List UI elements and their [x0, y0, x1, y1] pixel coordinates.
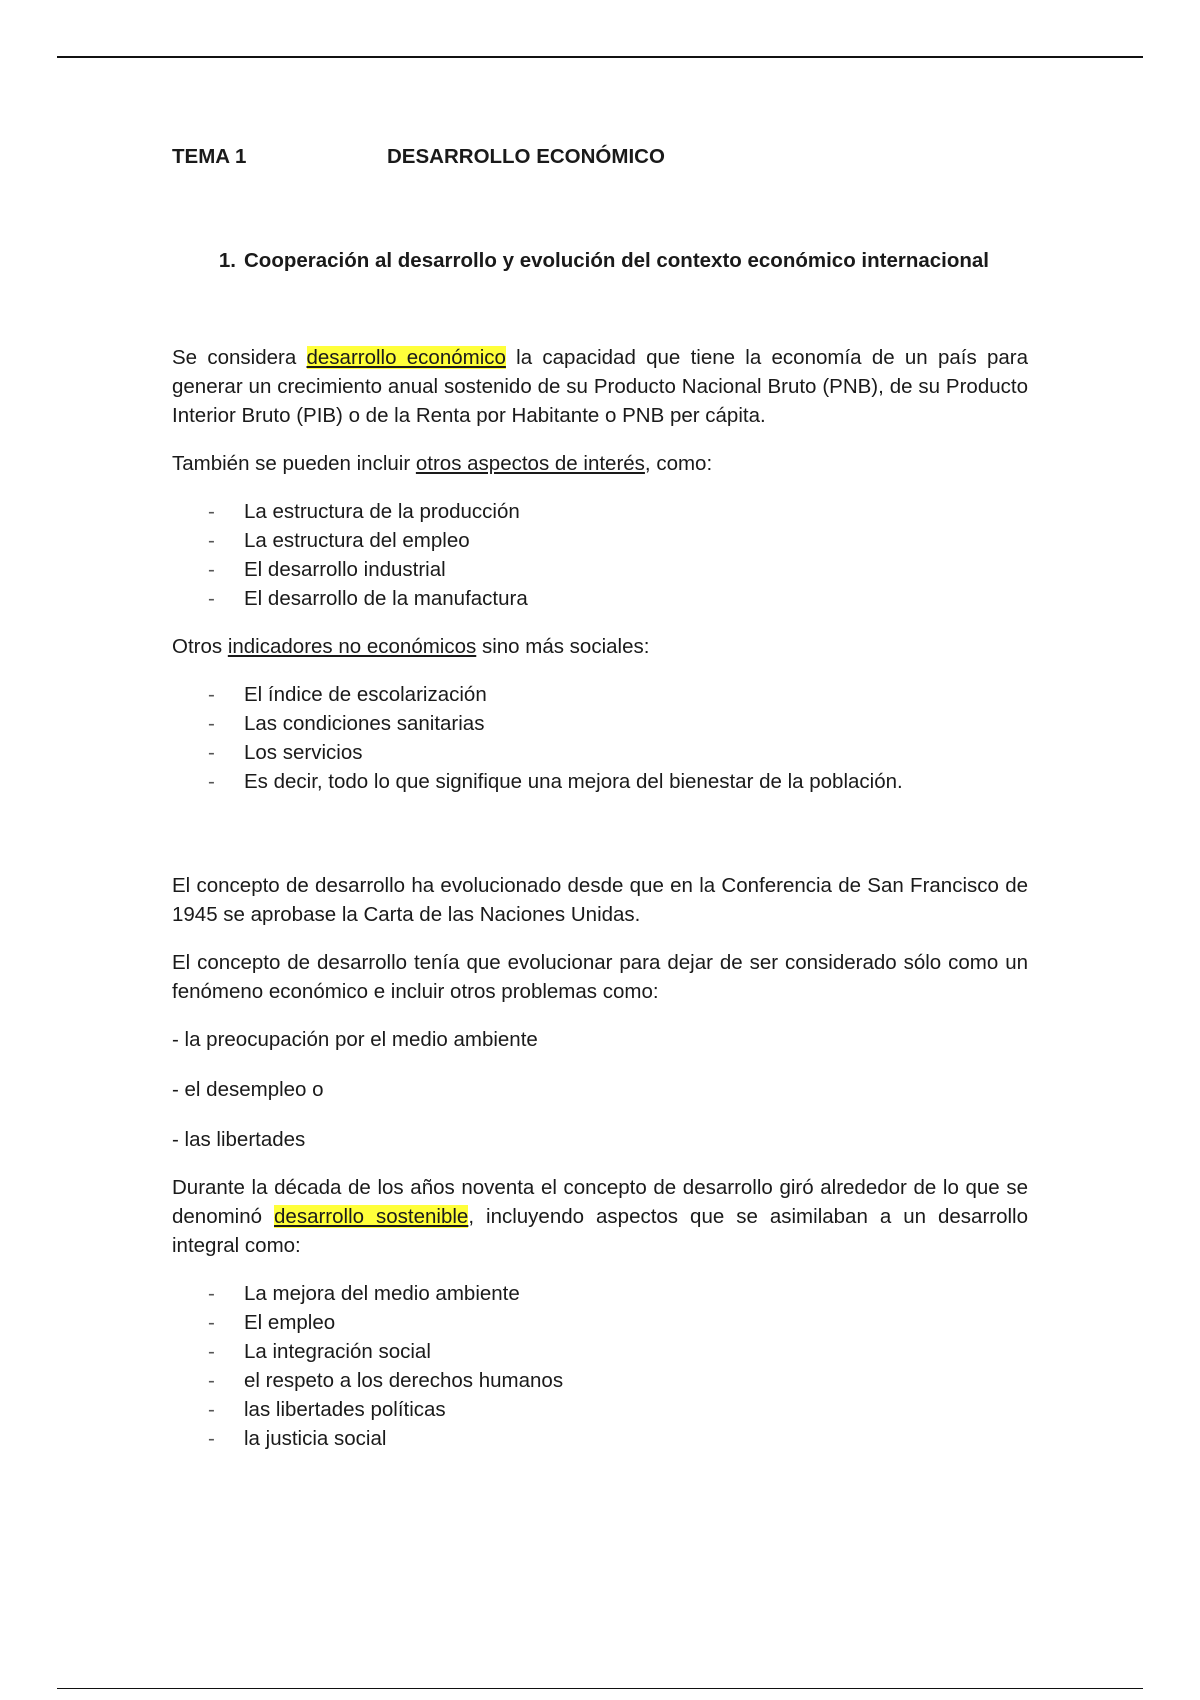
bullet-dash: -: [208, 1369, 215, 1392]
text-span: sino más sociales:: [476, 635, 650, 658]
integral-development-list: [172, 1279, 1028, 1453]
bullet-dash: -: [208, 683, 215, 706]
bullet-dash: -: [208, 1282, 215, 1305]
highlighted-term: desarrollo económico: [306, 346, 506, 369]
text-span: , como:: [644, 452, 713, 475]
paragraph-un-charter: El concepto de desarrollo ha evolucionado desde que en la Conferencia de San Francisco de 1945 se aprobase la Carta de las Naciones Unidas.: [172, 874, 1028, 926]
underlined-term: indicadores no económicos: [227, 635, 477, 658]
text-span: Durante la década de los años noventa el concepto de desarrollo giró alrededor de lo que se denominó: [172, 1176, 1028, 1228]
list-item-text: la justicia social: [244, 1427, 387, 1450]
list-item: [172, 709, 1028, 738]
bullet-dash: -: [208, 1427, 215, 1450]
list-item-text: El desarrollo de la manufactura: [244, 587, 528, 610]
list-item-text: Es decir, todo lo que signifique una mejora del bienestar de la población.: [244, 770, 903, 793]
list-item: [172, 526, 1028, 555]
list-item-text: La mejora del medio ambiente: [244, 1282, 520, 1305]
document-heading: [172, 142, 1028, 171]
list-item-text: el respeto a los derechos humanos: [244, 1369, 564, 1392]
list-item: [172, 497, 1028, 526]
paragraph-definition: [172, 343, 1028, 430]
list-item-text: La estructura de la producción: [244, 500, 520, 523]
list-item-text: El índice de escolarización: [244, 683, 487, 706]
bullet-dash: -: [208, 558, 215, 581]
list-item-text: Las condiciones sanitarias: [244, 712, 485, 735]
document-body: [172, 142, 1028, 1453]
text-span: Otros: [172, 635, 228, 658]
list-item-text: El desarrollo industrial: [244, 558, 446, 581]
list-item: [172, 767, 1028, 796]
list-item: [172, 1308, 1028, 1337]
list-item: [172, 1366, 1028, 1395]
paragraph-concept-evolution: El concepto de desarrollo tenía que evolucionar para dejar de ser considerado sólo como un fenómeno económico e incluir otros problemas como:: [172, 951, 1028, 1003]
social-indicators-list: [172, 680, 1028, 796]
tema-label: TEMA 1: [172, 145, 247, 168]
list-item: [172, 555, 1028, 584]
text-span: la capacidad que tiene la economía de un país para generar un crecimiento anual sostenido de su Producto Nacional Bruto (PNB), de su Producto Interior Bruto (PIB) o de la Renta por Habitante o PNB per cápita.: [172, 346, 1028, 427]
bullet-dash: -: [208, 741, 215, 764]
bullet-dash: -: [208, 1398, 215, 1421]
text-span: También se pueden incluir: [172, 452, 416, 475]
bullet-dash: -: [208, 1340, 215, 1363]
bullet-dash: -: [208, 500, 215, 523]
list-item-text: las libertades políticas: [244, 1398, 446, 1421]
section-1-title: [172, 246, 1028, 275]
list-item: [172, 1337, 1028, 1366]
paragraph-sustainable: [172, 1173, 1028, 1260]
list-item: [172, 1395, 1028, 1424]
paragraph-other-aspects: [172, 449, 1028, 478]
paragraph-social-indicators: [172, 632, 1028, 661]
bullet-dash: -: [208, 712, 215, 735]
section-number: 1.: [218, 249, 236, 272]
section-title-text: Cooperación al desarrollo y evolución del contexto económico internacional: [244, 249, 989, 272]
top-rule: [57, 56, 1143, 58]
list-item: [172, 680, 1028, 709]
highlighted-term: desarrollo sostenible: [274, 1205, 469, 1228]
list-item-text: La estructura del empleo: [244, 529, 470, 552]
bullet-dash: -: [208, 770, 215, 793]
list-item-text: La integración social: [244, 1340, 431, 1363]
text-span: Se considera: [172, 346, 307, 369]
list-item: [172, 738, 1028, 767]
list-item-text: El empleo: [244, 1311, 336, 1334]
bullet-dash: -: [208, 587, 215, 610]
list-item: [172, 1279, 1028, 1308]
bottom-rule: [57, 1688, 1143, 1689]
list-item-text: Los servicios: [244, 741, 363, 764]
problem-item: - la preocupación por el medio ambiente: [172, 1028, 538, 1051]
page-title: DESARROLLO ECONÓMICO: [387, 145, 665, 168]
economic-aspects-list: [172, 497, 1028, 613]
underlined-term: otros aspectos de interés: [415, 452, 645, 475]
bullet-dash: -: [208, 1311, 215, 1334]
bullet-dash: -: [208, 529, 215, 552]
problem-item: - el desempleo o: [172, 1078, 324, 1101]
text-span: , incluyendo aspectos que se asimilaban a un desarrollo integral como:: [172, 1205, 1029, 1257]
list-item: [172, 584, 1028, 613]
list-item: [172, 1424, 1028, 1453]
problem-item: - las libertades: [172, 1128, 306, 1151]
